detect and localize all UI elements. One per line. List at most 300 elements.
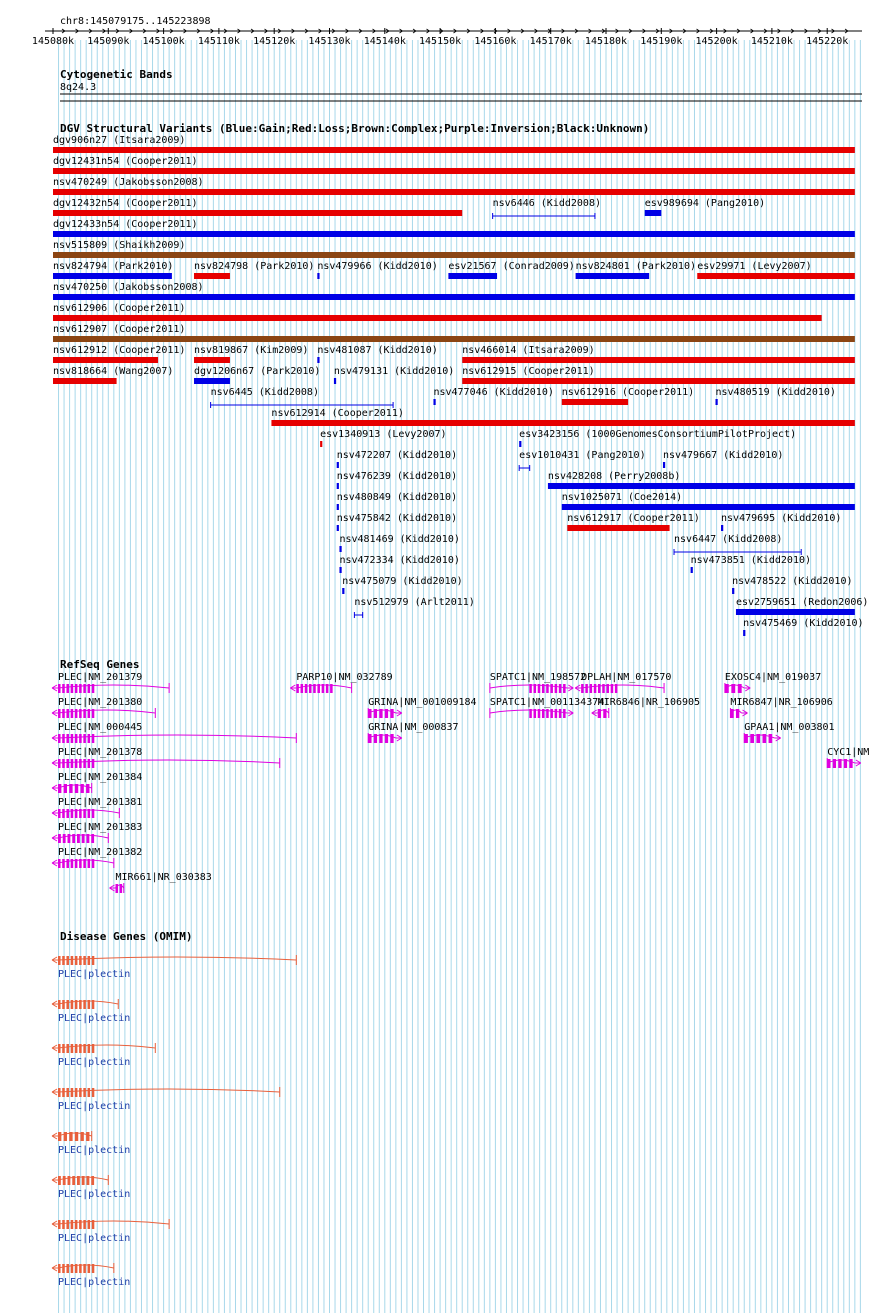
dgv-variant[interactable]	[519, 450, 645, 471]
omim-gene-exon	[71, 1264, 74, 1273]
dgv-variant[interactable]	[337, 513, 457, 531]
dgv-variant-label: nsv481087 (Kidd2010)	[317, 345, 438, 356]
refseq-gene-label: PLEC|NM_201380	[58, 697, 143, 708]
dgv-variant[interactable]	[271, 408, 854, 426]
ruler-tick-label: 145110k	[197, 36, 240, 47]
refseq-gene-exon	[762, 734, 766, 743]
omim-gene-exon	[71, 1044, 74, 1053]
dgv-variant-bar	[334, 378, 336, 384]
omim-gene-exon	[58, 1044, 61, 1053]
refseq-gene-exon	[62, 734, 65, 743]
dgv-variant[interactable]	[53, 156, 855, 174]
dgv-variant-label: nsv428208 (Perry2008b)	[547, 471, 681, 482]
refseq-gene-exon	[736, 709, 739, 718]
dgv-variant-bar	[433, 399, 435, 405]
refseq-gene-exon	[87, 834, 90, 843]
refseq-gene-exon	[83, 684, 86, 693]
dgv-variant-bar	[53, 168, 855, 174]
refseq-gene-exon	[606, 684, 609, 693]
omim-gene-exon	[79, 1220, 82, 1229]
omim-gene-exon	[71, 1088, 74, 1097]
ruler-tick-label: 145160k	[474, 36, 517, 47]
refseq-gene-exon	[62, 759, 65, 768]
dgv-variant-label: nsv475469 (Kidd2010)	[743, 618, 864, 629]
dgv-variant-label: nsv479667 (Kidd2010)	[662, 450, 784, 461]
dgv-variant[interactable]	[493, 198, 601, 219]
dgv-variant[interactable]	[645, 198, 765, 216]
omim-gene-exon	[58, 1220, 61, 1229]
refseq-gene-exon	[75, 759, 78, 768]
dgv-variant[interactable]	[674, 534, 801, 555]
refseq-gene-exon	[79, 809, 82, 818]
dgv-track-title: DGV Structural Variants (Blue:Gain;Red:Loss;Brown:Complex;Purple:Inversion;Black:Unknown)	[60, 122, 650, 135]
refseq-gene-exon	[725, 684, 729, 693]
dgv-variant-bar	[53, 189, 855, 195]
omim-gene-exon	[83, 1220, 86, 1229]
omim-entry-label[interactable]: PLEC|plectin	[58, 1145, 131, 1156]
refseq-gene-label: PLEC|NM_201383	[58, 822, 143, 833]
dgv-variant-bar	[194, 378, 230, 384]
refseq-gene-exon	[550, 684, 553, 693]
refseq-gene-exon	[615, 684, 618, 693]
omim-gene-exon	[75, 1264, 78, 1273]
ruler-tick-label: 145220k	[806, 36, 849, 47]
ruler-tick-label: 145190k	[640, 36, 683, 47]
omim-gene-exon	[83, 1044, 86, 1053]
omim-gene-exon	[58, 1000, 61, 1009]
omim-gene-exon	[58, 1176, 61, 1185]
omim-gene-exon	[79, 1088, 82, 1097]
omim-gene-exon	[88, 1088, 91, 1097]
dgv-variant-label: dgv12432n54 (Cooper2011)	[53, 198, 198, 209]
refseq-gene-exon	[83, 859, 86, 868]
refseq-gene-exon	[529, 684, 532, 693]
refseq-gene-exon	[738, 684, 742, 693]
refseq-gene-exon	[79, 759, 82, 768]
refseq-gene-exon	[62, 709, 65, 718]
dgv-variant-bar	[562, 399, 628, 405]
dgv-variant[interactable]	[519, 429, 796, 447]
refseq-gene-exon	[379, 734, 382, 743]
dgv-variant-label: esv3423156 (1000GenomesConsortiumPilotProject)	[519, 429, 797, 440]
refseq-gene-exon	[120, 884, 122, 893]
omim-entry-label[interactable]: PLEC|plectin	[58, 1277, 131, 1288]
dgv-variant-label: nsv824798 (Park2010)	[194, 261, 315, 272]
omim-gene-exon	[92, 956, 95, 965]
ruler-tick-label: 145170k	[529, 36, 572, 47]
refseq-gene-exon	[390, 734, 393, 743]
omim-gene-exon	[66, 1220, 69, 1229]
dgv-variant-label: nsv479695 (Kidd2010)	[721, 513, 842, 524]
dgv-variant[interactable]	[337, 450, 457, 468]
dgv-variant-label: nsv824801 (Park2010)	[575, 261, 697, 272]
refseq-gene-label: GRINA|NM_001009184	[368, 697, 477, 708]
refseq-gene[interactable]	[52, 697, 155, 718]
omim-gene-exon	[58, 956, 61, 965]
dgv-variant-bar	[462, 378, 855, 384]
refseq-gene-exon	[79, 684, 82, 693]
omim-gene-exon	[72, 1176, 75, 1185]
dgv-variant-label: esv1340913 (Levy2007)	[320, 429, 447, 440]
refseq-gene-exon	[58, 709, 61, 718]
dgv-variant-bar	[562, 504, 855, 510]
refseq-gene-exon	[71, 759, 74, 768]
refseq-gene-exon	[92, 734, 95, 743]
omim-gene-exon	[62, 1264, 65, 1273]
omim-gene-exon	[62, 1000, 65, 1009]
refseq-gene-exon	[313, 684, 316, 693]
omim-gene-exon	[82, 1176, 85, 1185]
dgv-variant[interactable]	[53, 366, 173, 384]
dgv-variant[interactable]	[53, 303, 822, 321]
refseq-gene-exon	[62, 684, 65, 693]
refseq-gene-exon	[71, 859, 74, 868]
refseq-gene[interactable]	[290, 672, 392, 693]
dgv-variant-bar	[691, 567, 693, 573]
dgv-variant-label: nsv475079 (Kidd2010)	[342, 576, 463, 587]
omim-entry-label[interactable]: PLEC|plectin	[58, 1013, 131, 1024]
omim-gene-exon	[88, 1000, 91, 1009]
refseq-gene-exon	[115, 884, 117, 893]
refseq-gene-exon	[86, 784, 89, 793]
dgv-variant-label: nsv612907 (Cooper2011)	[53, 324, 186, 335]
dgv-variant[interactable]	[342, 576, 462, 594]
ruler-tick-label: 145180k	[584, 36, 628, 47]
refseq-gene[interactable]	[730, 697, 832, 718]
refseq-gene-exon	[559, 684, 562, 693]
left-margin	[0, 40, 58, 1313]
refseq-gene-exon	[75, 784, 78, 793]
omim-gene-exon	[83, 1264, 86, 1273]
refseq-gene-exon	[83, 809, 86, 818]
dgv-variant-bar	[53, 336, 855, 342]
cytoband-label: 8q24.3	[60, 82, 97, 93]
omim-track-title: Disease Genes (OMIM)	[60, 930, 193, 943]
refseq-gene-label: MIR6846|NR_106905	[597, 697, 701, 708]
refseq-gene-exon	[83, 759, 86, 768]
dgv-variant-label: esv21567 (Conrad2009)	[448, 261, 575, 272]
omim-entry-label[interactable]: PLEC|plectin	[58, 1057, 131, 1068]
refseq-gene-exon	[844, 759, 847, 768]
omim-gene-exon	[88, 1264, 91, 1273]
refseq-gene-exon	[390, 709, 393, 718]
refseq-gene-exon	[546, 709, 549, 718]
omim-gene-exon	[92, 1088, 95, 1097]
refseq-gene[interactable]	[827, 747, 869, 768]
dgv-variant[interactable]	[548, 471, 855, 489]
refseq-gene-exon	[82, 834, 85, 843]
dgv-variant-label: nsv480519 (Kidd2010)	[715, 387, 836, 398]
omim-gene-exon	[75, 1044, 78, 1053]
dgv-variant[interactable]	[736, 597, 868, 615]
ruler-tick-label: 145140k	[363, 36, 406, 47]
refseq-gene-exon	[769, 734, 773, 743]
refseq-gene-exon	[66, 684, 69, 693]
refseq-gene-exon	[590, 684, 593, 693]
refseq-gene-label: PLEC|NM_201379	[58, 672, 143, 683]
refseq-gene-label: PLEC|NM_000445	[58, 722, 143, 733]
dgv-variant[interactable]	[337, 471, 457, 489]
omim-gene-exon	[79, 956, 82, 965]
refseq-gene-exon	[58, 734, 61, 743]
omim-gene-exon	[71, 956, 74, 965]
refseq-gene[interactable]	[725, 672, 821, 693]
omim-gene-exon	[75, 1132, 78, 1141]
omim-gene-exon	[66, 1088, 69, 1097]
dgv-variant-bar	[576, 273, 650, 279]
refseq-gene[interactable]	[744, 722, 834, 743]
dgv-variant-label: nsv473851 (Kidd2010)	[690, 555, 812, 566]
refseq-gene-label: PLEC|NM_201382	[58, 847, 143, 858]
dgv-variant-label: nsv470250 (Jakobsson2008)	[53, 282, 204, 293]
refseq-gene-exon	[58, 834, 61, 843]
refseq-gene-exon	[542, 709, 545, 718]
refseq-gene-exon	[296, 684, 299, 693]
dgv-variant-label: nsv477046 (Kidd2010)	[433, 387, 554, 398]
dgv-variant-label: nsv6446 (Kidd2008)	[492, 198, 602, 209]
refseq-gene-exon	[529, 709, 532, 718]
refseq-gene-label: EXOSC4|NM_019037	[724, 672, 822, 683]
refseq-gene-exon	[91, 834, 94, 843]
refseq-gene-exon	[69, 784, 72, 793]
refseq-gene-exon	[598, 684, 601, 693]
refseq-gene-exon	[374, 709, 377, 718]
refseq-gene-exon	[71, 809, 74, 818]
refseq-gene-exon	[62, 859, 65, 868]
dgv-variant-bar	[271, 420, 854, 426]
refseq-gene-exon	[88, 684, 91, 693]
refseq-gene-exon	[534, 709, 537, 718]
refseq-gene-label: OPLAH|NM_017570	[581, 672, 672, 683]
dgv-variant[interactable]	[53, 324, 855, 342]
refseq-gene-exon	[581, 684, 584, 693]
refseq-gene-exon	[68, 834, 71, 843]
omim-gene-exon	[83, 1088, 86, 1097]
dgv-variant-label: dgv12431n54 (Cooper2011)	[53, 156, 198, 167]
omim-gene-exon	[75, 1088, 78, 1097]
omim-gene-exon	[79, 1264, 82, 1273]
refseq-gene-exon	[374, 734, 377, 743]
dgv-variant-bar	[721, 525, 723, 531]
dgv-variant-label: nsv824794 (Park2010)	[53, 261, 174, 272]
refseq-gene-exon	[64, 784, 67, 793]
dgv-variant[interactable]	[53, 177, 855, 195]
dgv-variant-label: esv2759651 (Redon2006)	[735, 597, 869, 608]
refseq-gene-exon	[534, 684, 537, 693]
dgv-variant[interactable]	[53, 345, 185, 363]
refseq-gene-label: GPAA1|NM_003801	[744, 722, 835, 733]
refseq-gene-exon	[79, 734, 82, 743]
dgv-variant-bar	[53, 252, 855, 258]
refseq-gene[interactable]	[368, 722, 458, 743]
dgv-variant[interactable]	[337, 492, 457, 510]
omim-gene-exon	[75, 1000, 78, 1009]
refseq-gene[interactable]	[490, 697, 604, 718]
refseq-gene-exon	[83, 709, 86, 718]
dgv-variant[interactable]	[663, 450, 783, 468]
omim-gene-exon	[92, 1000, 95, 1009]
refseq-gene-exon	[305, 684, 308, 693]
dgv-variant[interactable]	[697, 261, 855, 279]
dgv-variant-label: nsv612916 (Cooper2011)	[561, 387, 695, 398]
dgv-variant[interactable]	[53, 282, 855, 300]
refseq-gene-exon	[838, 759, 841, 768]
dgv-variant-bar	[339, 546, 341, 552]
dgv-variant-bar	[53, 357, 158, 363]
refseq-gene-exon	[585, 684, 588, 693]
dgv-variant-label: dgv1206n67 (Park2010)	[194, 366, 321, 377]
dgv-variant-label: nsv612914 (Cooper2011)	[271, 408, 404, 419]
refseq-gene-exon	[538, 709, 541, 718]
omim-gene-exon	[66, 1264, 69, 1273]
refseq-gene-exon	[92, 859, 95, 868]
refseq-gene-exon	[594, 684, 597, 693]
refseq-gene-exon	[66, 709, 69, 718]
dgv-variant[interactable]	[462, 366, 855, 384]
dgv-variant-label: nsv481469 (Kidd2010)	[339, 534, 460, 545]
omim-gene-exon	[92, 1220, 95, 1229]
dgv-variant-bar	[697, 273, 855, 279]
omim-gene-exon	[92, 1264, 95, 1273]
cytoband-track-title: Cytogenetic Bands	[60, 68, 173, 81]
ruler-tick-label: 145100k	[142, 36, 185, 47]
omim-gene-exon	[62, 1088, 65, 1097]
dgv-variant-label: nsv612906 (Cooper2011)	[53, 303, 186, 314]
refseq-gene-label: CYC1|NM	[827, 747, 870, 758]
dgv-variant-bar	[337, 483, 339, 489]
refseq-gene-exon	[598, 709, 601, 718]
dgv-variant-bar	[342, 588, 344, 594]
dgv-variant-label: nsv479966 (Kidd2010)	[317, 261, 438, 272]
dgv-variant-label: nsv6445 (Kidd2008)	[210, 387, 319, 398]
dgv-variant-bar	[317, 357, 319, 363]
omim-entry-label[interactable]: PLEC|plectin	[58, 1101, 131, 1112]
omim-entry-label[interactable]: PLEC|plectin	[58, 969, 131, 980]
dgv-variant-label: nsv466014 (Itsara2009)	[462, 345, 595, 356]
refseq-gene-exon	[75, 684, 78, 693]
dgv-variant[interactable]	[562, 387, 694, 405]
dgv-variant-label: nsv479131 (Kidd2010)	[333, 366, 455, 377]
refseq-gene-label: PARP10|NM_032789	[296, 672, 393, 683]
refseq-gene-exon	[83, 734, 86, 743]
dgv-variant-bar	[645, 210, 662, 216]
omim-gene-exon	[75, 1220, 78, 1229]
dgv-variant-bar	[448, 273, 497, 279]
refseq-gene-exon	[317, 684, 320, 693]
dgv-variant-label: nsv1025071 (Coe2014)	[561, 492, 683, 503]
refseq-gene-exon	[542, 684, 545, 693]
refseq-gene-exon	[63, 834, 66, 843]
refseq-gene-exon	[603, 709, 606, 718]
refseq-gene-exon	[92, 709, 95, 718]
refseq-gene-exon	[71, 684, 74, 693]
ruler-tick-label: 145130k	[308, 36, 351, 47]
refseq-gene-exon	[833, 759, 836, 768]
dgv-variant-label: nsv6447 (Kidd2008)	[674, 534, 783, 545]
refseq-gene-label: GRINA|NM_000837	[368, 722, 459, 733]
refseq-gene-exon	[849, 759, 852, 768]
omim-gene-exon	[91, 1176, 94, 1185]
ruler-tick-label: 145210k	[750, 36, 793, 47]
omim-gene-exon	[83, 1000, 86, 1009]
omim-entry[interactable]	[52, 1043, 155, 1068]
refseq-gene[interactable]	[575, 672, 671, 693]
dgv-variant[interactable]	[691, 555, 811, 573]
dgv-features	[53, 135, 868, 636]
dgv-variant[interactable]	[53, 240, 855, 258]
refseq-gene-exon	[75, 734, 78, 743]
dgv-variant-label: nsv470249 (Jakobsson2008)	[53, 177, 204, 188]
refseq-gene-exon	[92, 684, 95, 693]
refseq-gene[interactable]	[490, 672, 586, 693]
refseq-gene-exon	[555, 684, 558, 693]
dgv-variant-label: nsv818664 (Wang2007)	[53, 366, 174, 377]
refseq-gene-exon	[58, 784, 61, 793]
omim-gene-exon	[58, 1264, 61, 1273]
dgv-variant-label: nsv819867 (Kim2009)	[194, 345, 309, 356]
refseq-gene-exon	[58, 684, 61, 693]
omim-gene-exon	[66, 1000, 69, 1009]
omim-gene-exon	[62, 1220, 65, 1229]
dgv-variant[interactable]	[211, 387, 393, 408]
ruler-tick-label: 145200k	[695, 36, 738, 47]
dgv-variant-bar	[317, 273, 319, 279]
refseq-gene-exon	[58, 809, 61, 818]
dgv-variant-bar	[732, 588, 734, 594]
refseq-gene-label: SPATC1|NM_001134374	[489, 697, 605, 708]
omim-gene-exon	[86, 1132, 89, 1141]
dgv-variant-bar	[567, 525, 669, 531]
refseq-gene-exon	[563, 709, 566, 718]
dgv-variant-label: nsv515809 (Shaikh2009)	[53, 240, 186, 251]
dgv-variant[interactable]	[53, 219, 855, 237]
dgv-variant[interactable]	[567, 513, 699, 531]
dgv-variant-bar	[53, 147, 855, 153]
omim-gene-exon	[58, 1132, 61, 1141]
dgv-variant-bar	[736, 609, 855, 615]
omim-entry-label[interactable]: PLEC|plectin	[58, 1189, 131, 1200]
refseq-gene-exon	[75, 809, 78, 818]
refseq-gene-exon	[88, 734, 91, 743]
refseq-gene-exon	[92, 809, 95, 818]
omim-gene-exon	[87, 1176, 90, 1185]
dgv-variant-bar	[53, 210, 462, 216]
ruler-tick-label: 145150k	[419, 36, 462, 47]
refseq-gene-exon	[66, 859, 69, 868]
refseq-gene-exon	[379, 709, 382, 718]
refseq-gene-exon	[71, 709, 74, 718]
dgv-variant-bar	[548, 483, 855, 489]
dgv-variant-bar	[53, 273, 172, 279]
omim-gene-exon	[69, 1132, 72, 1141]
dgv-variant-label: esv989694 (Pang2010)	[644, 198, 766, 209]
dgv-variant[interactable]	[53, 261, 173, 279]
refseq-gene-exon	[72, 834, 75, 843]
dgv-variant-label: dgv12433n54 (Cooper2011)	[53, 219, 198, 230]
refseq-gene-exon	[550, 709, 553, 718]
refseq-gene-label: PLEC|NM_201381	[58, 797, 143, 808]
dgv-variant-bar	[462, 357, 855, 363]
refseq-gene-exon	[744, 734, 748, 743]
dgv-variant[interactable]	[53, 135, 855, 153]
dgv-variant-bar	[53, 378, 117, 384]
dgv-variant[interactable]	[320, 429, 446, 447]
ruler-tick-label: 145090k	[87, 36, 130, 47]
dgv-variant-label: nsv476239 (Kidd2010)	[336, 471, 458, 482]
dgv-variant-label: esv1010431 (Pang2010)	[519, 450, 646, 461]
omim-entry-label[interactable]: PLEC|plectin	[58, 1233, 131, 1244]
dgv-variant[interactable]	[462, 345, 855, 363]
